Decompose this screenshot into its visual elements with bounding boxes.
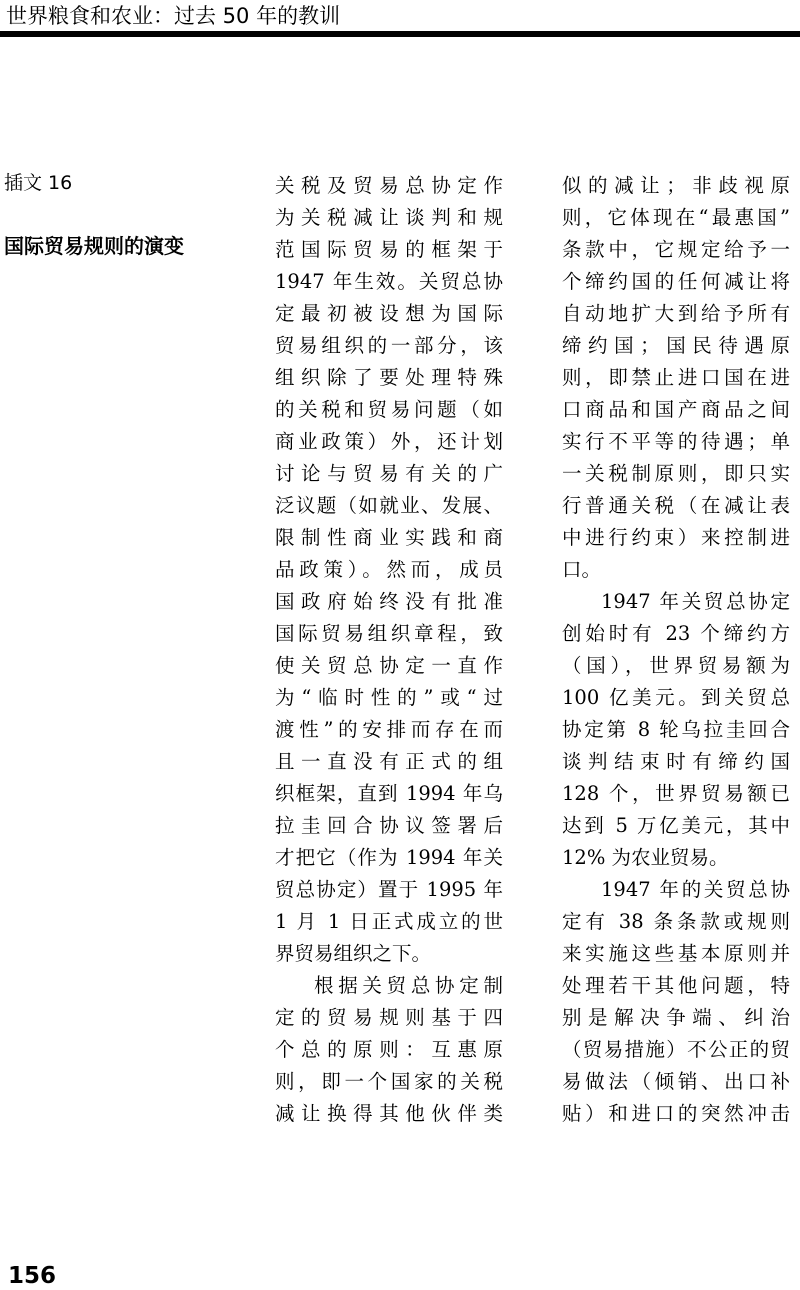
box-label: 插文 16: [4, 172, 73, 194]
text-line: 1 月 1 日正式成立的世: [275, 910, 503, 933]
text-line: 贴）和进口的突然冲击: [562, 1102, 790, 1125]
text-line: 128 个，世界贸易额已: [562, 782, 790, 805]
text-line: 处理若干其他问题，特: [562, 974, 790, 997]
text-line: 创始时有 23 个缔约方: [562, 622, 790, 645]
box-title: 国际贸易规则的演变: [4, 234, 184, 258]
text-line: 使关贸总协定一直作: [275, 654, 503, 677]
text-column-middle: [275, 170, 503, 1130]
text-line: 拉圭回合协议签署后: [275, 814, 503, 837]
text-line: 个总的原则：互惠原: [275, 1038, 503, 1061]
text-line: 范国际贸易的框架于: [275, 238, 503, 261]
text-line: 国际贸易组织章程，致: [275, 622, 503, 645]
text-line: 泛议题（如就业、发展、: [275, 494, 503, 517]
text-line: 条款中，它规定给予一: [562, 238, 790, 261]
text-line: 品政策）。然而，成员: [275, 558, 503, 581]
text-line: 则，即禁止进口国在进: [562, 366, 790, 389]
text-line: 减让换得其他伙伴类: [275, 1102, 503, 1125]
text-line: 12% 为农业贸易。: [562, 846, 729, 869]
text-line: 的关税和贸易问题（如: [275, 398, 503, 421]
text-line: 限制性商业实践和商: [275, 526, 503, 549]
text-line: 商业政策）外，还计划: [275, 430, 503, 453]
text-line: 别是解决争端、纠治: [562, 1006, 790, 1029]
text-line: （国），世界贸易额为: [562, 654, 790, 677]
text-line: 渡性”的安排而存在而: [275, 718, 503, 741]
text-line: 行普通关税（在减让表: [562, 494, 790, 517]
text-line: 则，即一个国家的关税: [275, 1070, 503, 1093]
text-line: 讨论与贸易有关的广: [275, 462, 503, 485]
text-line: 协定第 8 轮乌拉圭回合: [562, 718, 790, 741]
paragraph-first-line: 1947 年的关贸总协: [601, 878, 790, 901]
text-line: 贸总协定）置于 1995 年: [275, 878, 503, 901]
text-line: 关税及贸易总协定作: [275, 174, 503, 197]
text-line: 定有 38 条条款或规则: [562, 910, 790, 933]
text-line: 定最初被设想为国际: [275, 302, 503, 325]
text-line: 才把它（作为 1994 年关: [275, 846, 503, 869]
text-line: 则，它体现在“最惠国”: [562, 206, 790, 229]
text-line: 国政府始终没有批准: [275, 590, 503, 613]
text-line: 界贸易组织之下。: [275, 942, 432, 965]
text-column-right: [562, 170, 790, 1130]
text-line: 易做法（倾销、出口补: [562, 1070, 790, 1093]
text-line: 一关税制原则，即只实: [562, 462, 790, 485]
text-line: 1947 年生效。关贸总协: [275, 270, 503, 293]
text-line: 个缔约国的任何减让将: [562, 270, 790, 293]
text-line: 谈判结束时有缔约国: [562, 750, 790, 773]
text-line: 来实施这些基本原则并: [562, 942, 790, 965]
text-line: 似的减让；非歧视原: [562, 174, 790, 197]
text-line: 且一直没有正式的组: [275, 750, 503, 773]
text-line: 缔约国；国民待遇原: [562, 334, 790, 357]
text-line: 织框架，直到 1994 年乌: [275, 782, 503, 805]
text-line: 为关税减让谈判和规: [275, 206, 503, 229]
text-line: 100 亿美元。到关贸总: [562, 686, 790, 709]
text-line: 口商品和国产商品之间: [562, 398, 790, 421]
running-head-title: 世界粮食和农业：过去 50 年的教训: [6, 4, 341, 28]
text-line: （贸易措施）不公正的贸: [562, 1038, 790, 1061]
text-line: 自动地扩大到给予所有: [562, 302, 790, 325]
paragraph-first-line: 根据关贸总协定制: [314, 974, 503, 997]
text-line: 中进行约束）来控制进: [562, 526, 790, 549]
text-line: 定的贸易规则基于四: [275, 1006, 503, 1029]
header-rule: [0, 31, 800, 37]
text-line: 达到 5 万亿美元，其中: [562, 814, 790, 837]
text-line: 为“临时性的”或“过: [275, 686, 503, 709]
paragraph-first-line: 1947 年关贸总协定: [601, 590, 790, 613]
page-number: 156: [8, 1263, 57, 1289]
text-line: 实行不平等的待遇；单: [562, 430, 790, 453]
text-line: 贸易组织的一部分，该: [275, 334, 503, 357]
text-line: 组织除了要处理特殊: [275, 366, 503, 389]
text-line: 口。: [562, 558, 602, 581]
